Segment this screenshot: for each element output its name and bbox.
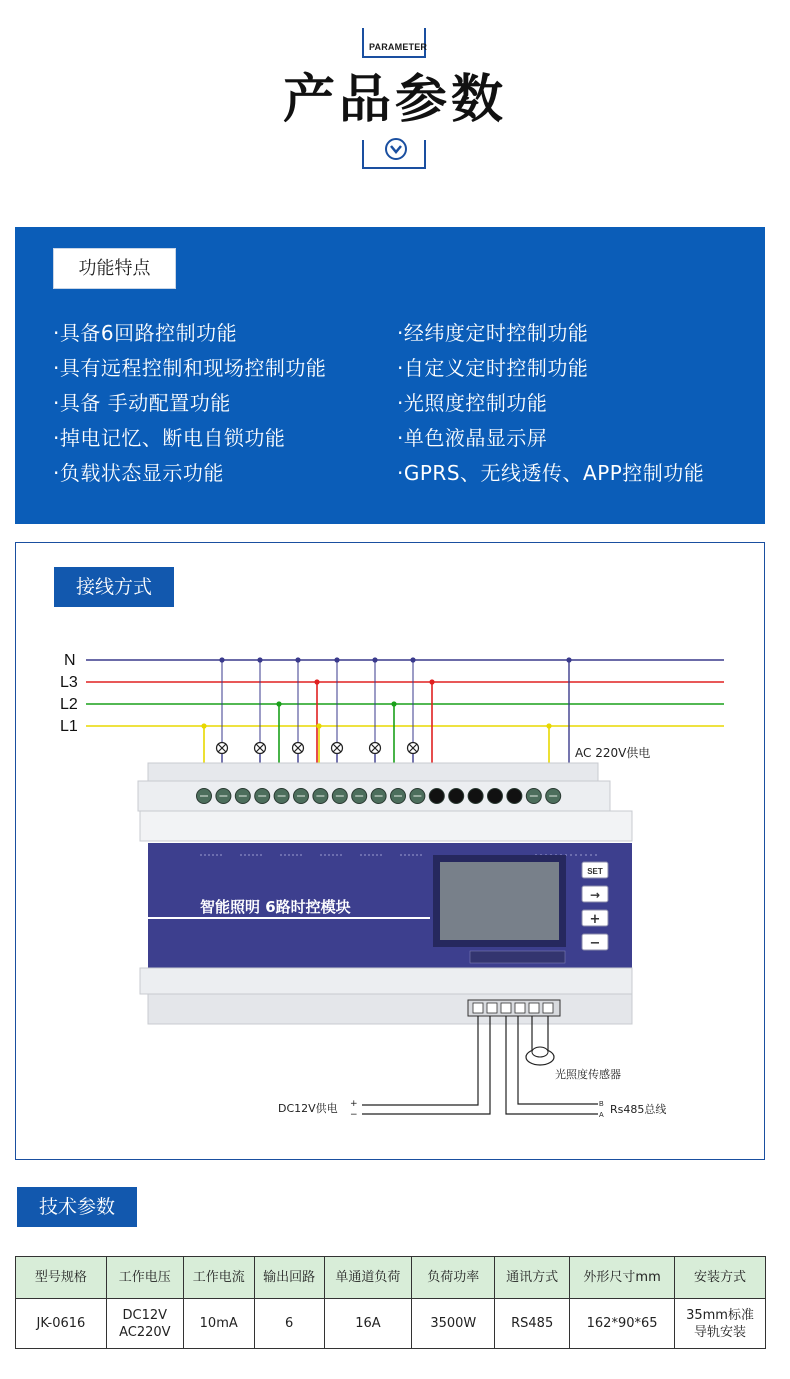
- rs485-label: Rs485总线: [610, 1103, 667, 1116]
- dc-minus-label: −: [350, 1110, 358, 1120]
- feature-item: ·单色液晶显示屏: [397, 426, 548, 450]
- rs485-a-label: A: [599, 1112, 604, 1119]
- spec-header-cell: 外形尺寸mm: [570, 1257, 675, 1299]
- feature-item: ·具备6回路控制功能: [53, 321, 238, 345]
- junction-dot: [314, 679, 319, 684]
- table-row: [16, 1299, 766, 1349]
- spec-cell: 6: [254, 1299, 324, 1349]
- spec-cell: 16A: [324, 1299, 412, 1349]
- wiring-title: 接线方式: [54, 567, 174, 607]
- spec-header-cell: 输出回路: [254, 1257, 324, 1299]
- spec-cell: 10mA: [183, 1299, 254, 1349]
- line-label-l2: L2: [60, 696, 78, 713]
- terminal-screw: [429, 789, 444, 804]
- lcd-screen: [440, 862, 559, 940]
- spec-cell: 162*90*65: [570, 1299, 675, 1349]
- spec-header-cell: 负荷功率: [412, 1257, 495, 1299]
- feature-item: ·光照度控制功能: [397, 391, 548, 415]
- plus-button-label: +: [589, 912, 601, 927]
- next-button-label: →: [589, 888, 601, 902]
- spec-header-cell: 工作电压: [106, 1257, 183, 1299]
- plus-button[interactable]: [582, 910, 608, 927]
- junction-dot: [334, 657, 339, 662]
- minus-button-label: −: [589, 936, 601, 951]
- bus-lines: [86, 660, 724, 726]
- line-label-n: N: [64, 652, 76, 669]
- junction-dot: [276, 701, 281, 706]
- ac-label: AC 220V供电: [575, 746, 651, 760]
- features-title: 功能特点: [53, 248, 176, 289]
- line-label-l1: L1: [60, 718, 78, 735]
- line-label-l3: L3: [60, 674, 78, 691]
- spec-header-cell: 通讯方式: [495, 1257, 570, 1299]
- set-button-label: SET: [587, 867, 603, 876]
- bottom-terminal: [529, 1003, 539, 1013]
- terminal-screw: [468, 789, 483, 804]
- terminal-screw: [449, 789, 464, 804]
- spec-header-cell: 安装方式: [675, 1257, 766, 1299]
- dc-label: DC12V供电: [278, 1102, 338, 1115]
- device-lower-body: [140, 968, 632, 994]
- feature-item: ·负载状态显示功能: [53, 461, 224, 485]
- junction-dot: [372, 657, 377, 662]
- spec-cell: RS485: [495, 1299, 570, 1349]
- junction-dot: [295, 657, 300, 662]
- feature-item: ·GPRS、无线透传、APP控制功能: [397, 461, 705, 485]
- sensor-label: 光照度传感器: [555, 1068, 621, 1081]
- spec-header-cell: 单通道负荷: [324, 1257, 412, 1299]
- feature-item: ·具备 手动配置功能: [53, 391, 231, 415]
- junction-dot: [201, 723, 206, 728]
- minus-button[interactable]: [582, 934, 608, 951]
- spec-cell: 35mm标准 导轨安装: [675, 1299, 766, 1349]
- spec-cell: JK-0616: [16, 1299, 107, 1349]
- bottom-terminal: [515, 1003, 525, 1013]
- spec-header-cell: 工作电流: [183, 1257, 254, 1299]
- junction-dot: [219, 657, 224, 662]
- bottom-terminal: [487, 1003, 497, 1013]
- junction-dot: [316, 723, 321, 728]
- spec-table: [15, 1256, 766, 1349]
- bottom-terminal: [501, 1003, 511, 1013]
- bottom-terminal: [543, 1003, 553, 1013]
- set-button[interactable]: [582, 862, 608, 878]
- lcd-bottom-strip: [470, 951, 565, 963]
- feature-item: ·掉电记忆、断电自锁功能: [53, 426, 286, 450]
- bottom-terminal: [473, 1003, 483, 1013]
- dc-plus-label: +: [350, 1099, 358, 1109]
- spec-cell: 3500W: [412, 1299, 495, 1349]
- junction-dot: [391, 701, 396, 706]
- feature-item: ·具有远程控制和现场控制功能: [53, 356, 327, 380]
- next-button[interactable]: [582, 886, 608, 902]
- device-label: 智能照明 6路时控模块: [200, 898, 351, 916]
- junction-dot: [410, 657, 415, 662]
- spec-header-cell: 型号规格: [16, 1257, 107, 1299]
- header-tag: PARAMETER: [369, 42, 428, 52]
- feature-item: ·经纬度定时控制功能: [397, 321, 589, 345]
- device-mid-body: [140, 811, 632, 841]
- rs485-b-label: B: [599, 1101, 604, 1108]
- terminal-screw: [488, 789, 503, 804]
- junction-dot: [566, 657, 571, 662]
- feature-item: ·自定义定时控制功能: [397, 356, 589, 380]
- page-title: 产品参数: [282, 70, 507, 130]
- spec-cell: DC12V AC220V: [106, 1299, 183, 1349]
- tech-title: 技术参数: [17, 1187, 137, 1227]
- junction-dot: [546, 723, 551, 728]
- junction-dot: [429, 679, 434, 684]
- junction-dot: [257, 657, 262, 662]
- terminal-screw: [507, 789, 522, 804]
- spec-header-row: [16, 1257, 766, 1299]
